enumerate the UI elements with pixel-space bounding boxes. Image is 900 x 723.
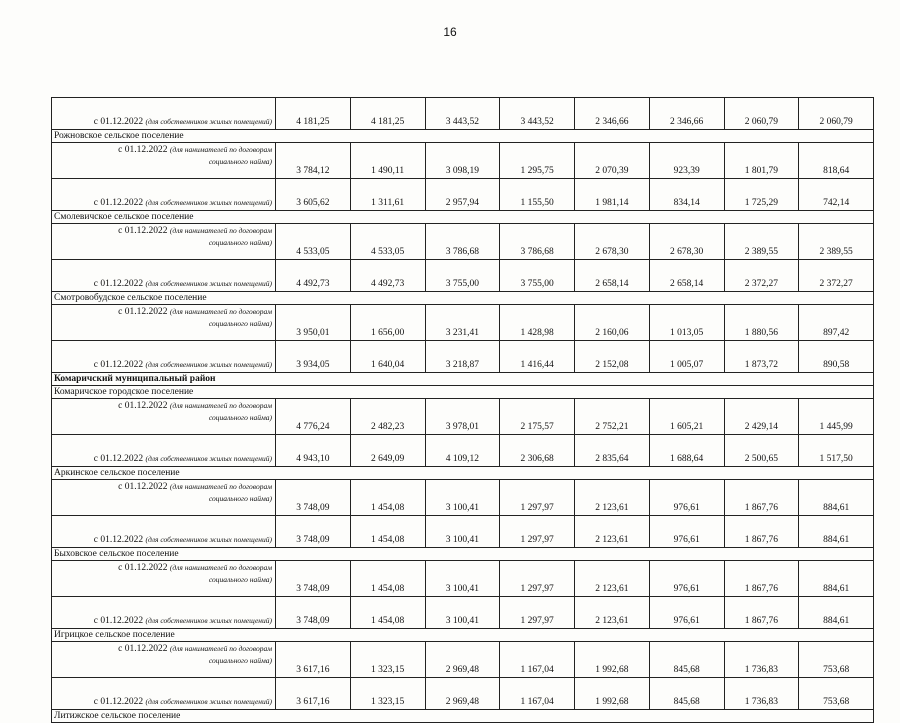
tariff-value-col-2: 4 492,73 <box>350 260 425 292</box>
row-label <box>52 678 276 710</box>
tariff-value-col-3: 2 969,48 <box>425 678 500 710</box>
tariff-value-col-4: 1 297,97 <box>500 516 575 548</box>
settlement-header-row <box>52 211 874 224</box>
tariff-value-col-8: 753,68 <box>799 642 874 678</box>
tenant-note-line1: (для нанимателей по договорам <box>169 307 272 316</box>
effective-date: с 01.12.2022 <box>118 401 168 411</box>
effective-date: с 01.12.2022 <box>93 279 144 289</box>
tariff-value-col-3: 3 100,41 <box>425 480 500 516</box>
tariff-value-col-1: 4 181,25 <box>276 98 351 130</box>
tariff-value-col-3: 3 755,00 <box>425 260 500 292</box>
tariff-value-col-6: 2 346,66 <box>649 98 724 130</box>
tariff-value-col-5: 2 658,14 <box>575 260 650 292</box>
tariff-value-col-5: 2 752,21 <box>575 399 650 435</box>
tariff-value-col-7: 1 801,79 <box>724 143 799 179</box>
row-label <box>52 305 276 341</box>
row-label <box>52 435 276 467</box>
tariff-value-col-6: 845,68 <box>649 678 724 710</box>
tariff-value-col-6: 845,68 <box>649 642 724 678</box>
tariff-value-col-7: 2 372,27 <box>724 260 799 292</box>
tariff-value-col-1: 4 492,73 <box>276 260 351 292</box>
tariff-value-col-2: 1 454,08 <box>350 516 425 548</box>
tariff-value-col-5: 1 992,68 <box>575 642 650 678</box>
tariff-value-col-6: 976,61 <box>649 561 724 597</box>
district-name: Комаричский муниципальный район <box>52 373 874 386</box>
tariff-value-col-1: 3 748,09 <box>276 480 351 516</box>
tariff-value-col-8: 890,58 <box>799 341 874 373</box>
effective-date: с 01.12.2022 <box>93 454 144 464</box>
tariff-value-col-8: 1 445,99 <box>799 399 874 435</box>
tenant-note-line2: социального найма) <box>208 238 272 247</box>
tariff-value-col-3: 3 978,01 <box>425 399 500 435</box>
tariff-value-col-4: 1 416,44 <box>500 341 575 373</box>
tariff-value-col-5: 2 835,64 <box>575 435 650 467</box>
tariff-value-col-4: 1 167,04 <box>500 642 575 678</box>
tariff-value-col-7: 2 500,65 <box>724 435 799 467</box>
tariff-value-col-1: 4 943,10 <box>276 435 351 467</box>
tariff-value-col-4: 1 297,97 <box>500 480 575 516</box>
tariff-value-col-7: 1 880,56 <box>724 305 799 341</box>
settlement-header-row <box>52 548 874 561</box>
tariff-value-col-3: 2 969,48 <box>425 642 500 678</box>
tariff-value-col-5: 2 123,61 <box>575 480 650 516</box>
row-label <box>52 341 276 373</box>
tenant-tariff-row <box>52 561 874 597</box>
tariff-value-col-4: 3 755,00 <box>500 260 575 292</box>
tariff-value-col-4: 2 175,57 <box>500 399 575 435</box>
tariff-value-col-7: 2 060,79 <box>724 98 799 130</box>
owner-tariff-row <box>52 435 874 467</box>
tenant-tariff-row <box>52 305 874 341</box>
owner-tariff-row <box>52 341 874 373</box>
tariff-value-col-4: 3 443,52 <box>500 98 575 130</box>
tariff-value-col-2: 4 181,25 <box>350 98 425 130</box>
tariff-value-col-5: 2 070,39 <box>575 143 650 179</box>
tariff-value-col-3: 3 100,41 <box>425 561 500 597</box>
owner-tariff-row <box>52 179 874 211</box>
tariff-value-col-4: 1 167,04 <box>500 678 575 710</box>
tariff-value-col-2: 1 490,11 <box>350 143 425 179</box>
tariff-value-col-3: 3 100,41 <box>425 597 500 629</box>
row-label <box>52 224 276 260</box>
tariff-value-col-5: 2 123,61 <box>575 597 650 629</box>
tariff-value-col-4: 1 155,50 <box>500 179 575 211</box>
effective-date: с 01.12.2022 <box>118 307 168 317</box>
tenant-note-line1: (для нанимателей по договорам <box>169 401 272 410</box>
tariff-value-col-8: 884,61 <box>799 561 874 597</box>
tenant-note-line1: (для нанимателей по договорам <box>169 145 272 154</box>
row-label <box>52 98 276 130</box>
tariff-value-col-8: 2 060,79 <box>799 98 874 130</box>
tariff-value-col-2: 2 649,09 <box>350 435 425 467</box>
tariff-value-col-1: 3 934,05 <box>276 341 351 373</box>
tariff-value-col-6: 1 005,07 <box>649 341 724 373</box>
tariff-value-col-6: 1 013,05 <box>649 305 724 341</box>
tariff-value-col-2: 2 482,23 <box>350 399 425 435</box>
tariff-value-col-1: 4 776,24 <box>276 399 351 435</box>
tenant-note-line1: (для нанимателей по договорам <box>169 644 272 653</box>
tariff-value-col-2: 1 656,00 <box>350 305 425 341</box>
settlement-header-row <box>52 386 874 399</box>
settlement-header-row <box>52 292 874 305</box>
settlement-header-row <box>52 467 874 480</box>
tenant-note-line2: социального найма) <box>208 575 272 584</box>
tariff-value-col-7: 1 867,76 <box>724 516 799 548</box>
tariff-value-col-2: 1 640,04 <box>350 341 425 373</box>
tenant-tariff-row <box>52 143 874 179</box>
tariff-value-col-7: 1 736,83 <box>724 678 799 710</box>
tariff-value-col-3: 3 231,41 <box>425 305 500 341</box>
effective-date: с 01.12.2022 <box>93 535 144 545</box>
tariff-value-col-5: 2 123,61 <box>575 561 650 597</box>
owner-note: (для собственников жилых помещений) <box>145 117 272 126</box>
tariff-value-col-1: 3 784,12 <box>276 143 351 179</box>
tariff-value-col-5: 1 981,14 <box>575 179 650 211</box>
tenant-tariff-row <box>52 480 874 516</box>
tariff-value-col-4: 1 297,97 <box>500 561 575 597</box>
tariff-value-col-2: 1 311,61 <box>350 179 425 211</box>
tariff-value-col-4: 2 306,68 <box>500 435 575 467</box>
tariff-value-col-4: 1 295,75 <box>500 143 575 179</box>
owner-tariff-row <box>52 516 874 548</box>
owner-note: (для собственников жилых помещений) <box>145 535 272 544</box>
effective-date: с 01.12.2022 <box>118 226 168 236</box>
tariff-value-col-6: 2 658,14 <box>649 260 724 292</box>
tariff-value-col-5: 2 152,08 <box>575 341 650 373</box>
tariff-value-col-6: 976,61 <box>649 480 724 516</box>
tariff-value-col-5: 2 678,30 <box>575 224 650 260</box>
tariff-value-col-8: 1 517,50 <box>799 435 874 467</box>
tenant-tariff-row <box>52 642 874 678</box>
tariff-value-col-5: 2 346,66 <box>575 98 650 130</box>
tariff-value-col-1: 3 617,16 <box>276 642 351 678</box>
row-label <box>52 260 276 292</box>
tariff-value-col-2: 1 454,08 <box>350 597 425 629</box>
tariff-value-col-7: 1 725,29 <box>724 179 799 211</box>
tariff-value-col-2: 1 323,15 <box>350 678 425 710</box>
row-label <box>52 516 276 548</box>
settlement-name: Комаричское городское поселение <box>52 386 874 399</box>
tariff-value-col-1: 3 605,62 <box>276 179 351 211</box>
row-label <box>52 480 276 516</box>
owner-tariff-row <box>52 260 874 292</box>
tenant-tariff-row <box>52 399 874 435</box>
tariff-value-col-8: 884,61 <box>799 597 874 629</box>
owner-note: (для собственников жилых помещений) <box>145 616 272 625</box>
owner-note: (для собственников жилых помещений) <box>145 697 272 706</box>
tariff-value-col-2: 1 454,08 <box>350 480 425 516</box>
effective-date: с 01.12.2022 <box>118 563 168 573</box>
effective-date: с 01.12.2022 <box>93 360 144 370</box>
owner-tariff-row <box>52 678 874 710</box>
tariff-value-col-8: 742,14 <box>799 179 874 211</box>
row-label <box>52 561 276 597</box>
tariff-value-col-7: 1 873,72 <box>724 341 799 373</box>
tenant-tariff-row <box>52 224 874 260</box>
tariff-value-col-5: 2 123,61 <box>575 516 650 548</box>
tariff-table <box>51 97 874 723</box>
tariff-value-col-4: 1 297,97 <box>500 597 575 629</box>
owner-note: (для собственников жилых помещений) <box>145 360 272 369</box>
settlement-header-row <box>52 130 874 143</box>
tariff-value-col-1: 3 748,09 <box>276 516 351 548</box>
tariff-value-col-3: 3 100,41 <box>425 516 500 548</box>
effective-date: с 01.12.2022 <box>93 697 144 707</box>
tenant-note-line2: социального найма) <box>208 413 272 422</box>
tariff-value-col-6: 2 678,30 <box>649 224 724 260</box>
row-label <box>52 143 276 179</box>
settlement-name: Литижское сельское поселение <box>52 710 874 723</box>
tariff-value-col-8: 818,64 <box>799 143 874 179</box>
effective-date: с 01.12.2022 <box>93 117 144 127</box>
tariff-value-col-2: 4 533,05 <box>350 224 425 260</box>
tenant-note-line1: (для нанимателей по договорам <box>169 226 272 235</box>
owner-note: (для собственников жилых помещений) <box>145 198 272 207</box>
owner-tariff-row <box>52 98 874 130</box>
tariff-value-col-6: 923,39 <box>649 143 724 179</box>
tariff-value-col-6: 834,14 <box>649 179 724 211</box>
effective-date: с 01.12.2022 <box>118 644 168 654</box>
tariff-value-col-7: 1 867,76 <box>724 597 799 629</box>
effective-date: с 01.12.2022 <box>118 482 168 492</box>
settlement-name: Аркинское сельское поселение <box>52 467 874 480</box>
settlement-name: Быховское сельское поселение <box>52 548 874 561</box>
tariff-value-col-6: 976,61 <box>649 516 724 548</box>
owner-note: (для собственников жилых помещений) <box>145 279 272 288</box>
row-label <box>52 399 276 435</box>
tariff-value-col-8: 884,61 <box>799 516 874 548</box>
tariff-value-col-7: 2 389,55 <box>724 224 799 260</box>
tenant-note-line2: социального найма) <box>208 319 272 328</box>
row-label <box>52 642 276 678</box>
settlement-name: Рожновское сельское поселение <box>52 130 874 143</box>
owner-note: (для собственников жилых помещений) <box>145 454 272 463</box>
district-header-row <box>52 373 874 386</box>
effective-date: с 01.12.2022 <box>118 145 168 155</box>
tariff-value-col-8: 897,42 <box>799 305 874 341</box>
tariff-value-col-1: 4 533,05 <box>276 224 351 260</box>
tenant-note-line2: социального найма) <box>208 656 272 665</box>
row-label <box>52 597 276 629</box>
tariff-value-col-1: 3 748,09 <box>276 561 351 597</box>
tariff-value-col-3: 2 957,94 <box>425 179 500 211</box>
tariff-value-col-5: 2 160,06 <box>575 305 650 341</box>
tariff-table-body <box>52 98 874 723</box>
tenant-note-line2: социального найма) <box>208 157 272 166</box>
tariff-value-col-4: 1 428,98 <box>500 305 575 341</box>
effective-date: с 01.12.2022 <box>93 198 144 208</box>
tenant-note-line2: социального найма) <box>208 494 272 503</box>
page-number: 16 <box>443 25 457 39</box>
tariff-value-col-7: 1 736,83 <box>724 642 799 678</box>
tariff-value-col-4: 3 786,68 <box>500 224 575 260</box>
tariff-value-col-1: 3 617,16 <box>276 678 351 710</box>
tariff-value-col-3: 4 109,12 <box>425 435 500 467</box>
tariff-value-col-3: 3 786,68 <box>425 224 500 260</box>
tariff-value-col-8: 753,68 <box>799 678 874 710</box>
tariff-value-col-8: 2 372,27 <box>799 260 874 292</box>
tariff-value-col-1: 3 748,09 <box>276 597 351 629</box>
settlement-header-row <box>52 710 874 723</box>
tariff-value-col-6: 976,61 <box>649 597 724 629</box>
owner-tariff-row <box>52 597 874 629</box>
tariff-value-col-6: 1 605,21 <box>649 399 724 435</box>
settlement-name: Смотровобудское сельское поселение <box>52 292 874 305</box>
tenant-note-line1: (для нанимателей по договорам <box>169 563 272 572</box>
tariff-value-col-5: 1 992,68 <box>575 678 650 710</box>
tariff-value-col-6: 1 688,64 <box>649 435 724 467</box>
tariff-value-col-7: 2 429,14 <box>724 399 799 435</box>
tariff-value-col-2: 1 454,08 <box>350 561 425 597</box>
tariff-value-col-8: 884,61 <box>799 480 874 516</box>
tariff-value-col-7: 1 867,76 <box>724 561 799 597</box>
tenant-note-line1: (для нанимателей по договорам <box>169 482 272 491</box>
tariff-value-col-1: 3 950,01 <box>276 305 351 341</box>
effective-date: с 01.12.2022 <box>93 616 144 626</box>
settlement-name: Смолевичское сельское поселение <box>52 211 874 224</box>
tariff-value-col-3: 3 218,87 <box>425 341 500 373</box>
tariff-value-col-8: 2 389,55 <box>799 224 874 260</box>
tariff-value-col-2: 1 323,15 <box>350 642 425 678</box>
settlement-name: Игрицкое сельское поселение <box>52 629 874 642</box>
row-label <box>52 179 276 211</box>
tariff-value-col-3: 3 443,52 <box>425 98 500 130</box>
tariff-value-col-7: 1 867,76 <box>724 480 799 516</box>
tariff-value-col-3: 3 098,19 <box>425 143 500 179</box>
